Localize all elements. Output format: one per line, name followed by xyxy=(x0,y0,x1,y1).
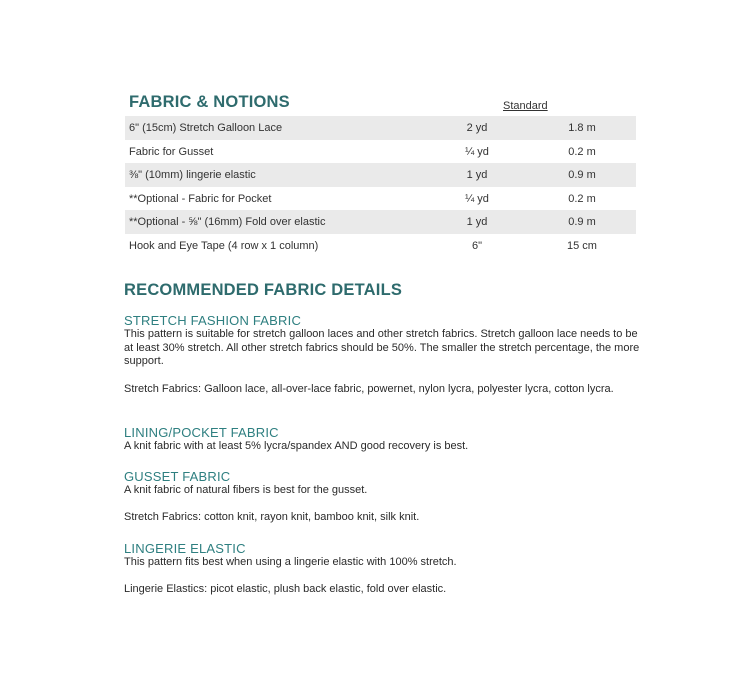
section-paragraph: Stretch Fabrics: Galloon lace, all-over-lace fabric, powernet, nylon lycra, polyester lycra, cotton lycra. xyxy=(124,382,614,395)
fabric-notions-title: FABRIC & NOTIONS xyxy=(129,93,290,111)
item-yards: 1 yd xyxy=(466,169,488,182)
table-row xyxy=(125,187,636,211)
item-meters: 15 cm xyxy=(567,239,597,252)
item-yards: 6" xyxy=(471,239,483,252)
item-yards: ¼ yd xyxy=(465,145,489,158)
fabric-notions-table xyxy=(125,116,636,258)
section-paragraph: A knit fabric of natural fibers is best for the gusset. xyxy=(124,484,368,496)
lining-pocket-fabric-section xyxy=(124,425,644,454)
section-paragraph: Stretch Fabrics: cotton knit, rayon knit, bamboo knit, silk knit. xyxy=(124,511,420,524)
section-paragraph: This pattern fits best when using a lingerie elastic with 100% stretch. xyxy=(124,556,457,568)
section-paragraph: This pattern is suitable for stretch galloon laces and other stretch fabrics. Stretch galloon lace needs to be at least 30% stretch. All other stretch fabrics should be 50%. The smaller the stretch percentage, the more support. xyxy=(124,328,640,368)
section-heading: LINING/POCKET FABRIC xyxy=(124,425,279,440)
stretch-fashion-fabric-section xyxy=(124,313,644,396)
lingerie-elastic-section xyxy=(124,541,644,597)
item-meters: 0.9 m xyxy=(568,169,596,182)
item-name: **Optional - ⅝" (16mm) Fold over elastic xyxy=(129,216,326,229)
table-row xyxy=(125,163,636,187)
item-meters: 0.2 m xyxy=(568,145,596,158)
section-heading: STRETCH FASHION FABRIC xyxy=(124,313,302,328)
item-yards: ¼ yd xyxy=(465,192,489,205)
item-yards: 1 yd xyxy=(466,216,488,229)
section-heading: LINGERIE ELASTIC xyxy=(124,541,246,556)
item-meters: 1.8 m xyxy=(568,122,596,134)
section-heading: GUSSET FABRIC xyxy=(124,469,231,484)
table-row xyxy=(125,116,636,140)
item-name: Hook and Eye Tape (4 row x 1 column) xyxy=(129,239,319,252)
item-meters: 0.2 m xyxy=(568,192,596,205)
item-meters: 0.9 m xyxy=(568,216,596,229)
table-row xyxy=(125,140,636,164)
section-paragraph: A knit fabric with at least 5% lycra/spandex AND good recovery is best. xyxy=(124,440,469,452)
item-yards: 2 yd xyxy=(466,122,488,134)
item-name: Fabric for Gusset xyxy=(129,145,214,158)
gusset-fabric-section xyxy=(124,469,644,525)
item-name: 6" (15cm) Stretch Galloon Lace xyxy=(129,122,283,134)
item-name: ⅜" (10mm) lingerie elastic xyxy=(129,169,256,182)
standard-column-label: Standard xyxy=(503,100,548,112)
section-paragraph: Lingerie Elastics: picot elastic, plush back elastic, fold over elastic. xyxy=(124,583,447,596)
recommended-fabric-title: RECOMMENDED FABRIC DETAILS xyxy=(124,281,403,299)
table-row xyxy=(125,210,636,234)
table-row xyxy=(125,234,636,258)
item-name: **Optional - Fabric for Pocket xyxy=(129,192,272,205)
